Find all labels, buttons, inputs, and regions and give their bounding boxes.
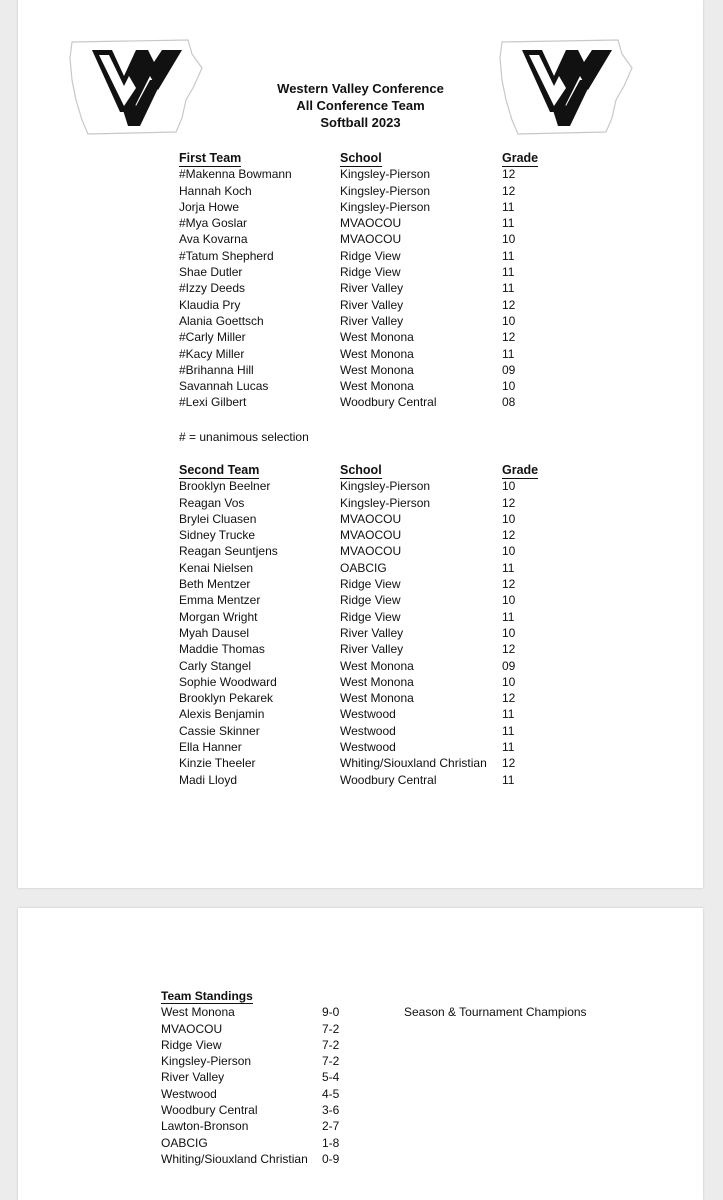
standing-record: 9-0	[322, 1005, 340, 1020]
standing-note: Season & Tournament Champions	[404, 1005, 587, 1020]
first-team-heading: First Team	[179, 150, 241, 167]
player-school: MVAOCOU	[340, 232, 402, 247]
first-team-row	[179, 394, 562, 410]
standing-note	[404, 1069, 624, 1085]
second-team-row	[179, 641, 562, 657]
player-name: #Izzy Deeds	[179, 281, 246, 296]
player-grade: 12	[502, 183, 516, 198]
first-team-row	[179, 346, 562, 362]
player-grade: 10	[502, 313, 516, 328]
player-name: Cassie Skinner	[179, 723, 260, 738]
standing-team: Woodbury Central	[161, 1103, 258, 1118]
standing-note	[404, 1021, 624, 1037]
first-team-row	[179, 166, 562, 182]
player-grade: 09	[502, 362, 516, 377]
standing-record: 0-9	[322, 1151, 340, 1166]
grade-heading: Grade	[502, 150, 538, 167]
player-grade: 11	[502, 723, 515, 738]
standing-team: Westwood	[161, 1086, 217, 1101]
second-team-row	[179, 527, 562, 543]
player-school: West Monona	[340, 330, 414, 345]
second-team-row	[179, 576, 562, 592]
player-name: #Mya Goslar	[179, 216, 248, 231]
player-school: River Valley	[340, 642, 404, 657]
player-grade: 11	[502, 560, 515, 575]
grade-heading: Grade	[502, 462, 538, 479]
player-grade: 11	[502, 740, 515, 755]
player-grade: 09	[502, 658, 516, 673]
first-team-row	[179, 264, 562, 280]
player-name: Jorja Howe	[179, 199, 240, 214]
standings-row	[161, 1118, 624, 1134]
player-name: Brylei Cluasen	[179, 511, 257, 526]
player-school: MVAOCOU	[340, 528, 402, 543]
player-grade: 12	[502, 330, 516, 345]
second-team-row	[179, 625, 562, 641]
player-school: Westwood	[340, 740, 396, 755]
second-team-row	[179, 478, 562, 494]
standing-team: West Monona	[161, 1005, 235, 1020]
player-grade: 11	[502, 609, 515, 624]
player-name: Carly Stangel	[179, 658, 252, 673]
player-name: Reagan Vos	[179, 495, 245, 510]
second-team-row	[179, 723, 562, 739]
player-name: #Makenna Bowmann	[179, 167, 292, 182]
player-grade: 11	[502, 216, 515, 231]
standing-note	[404, 1102, 624, 1118]
standing-note	[404, 1086, 624, 1102]
first-team-row	[179, 313, 562, 329]
player-school: West Monona	[340, 379, 414, 394]
player-school: Ridge View	[340, 609, 401, 624]
standings-row	[161, 1151, 624, 1167]
player-grade: 11	[502, 772, 515, 787]
player-grade: 10	[502, 479, 516, 494]
standing-record: 4-5	[322, 1086, 340, 1101]
player-grade: 11	[502, 265, 515, 280]
player-grade: 10	[502, 593, 516, 608]
standing-team: River Valley	[161, 1070, 225, 1085]
second-team-header	[179, 462, 562, 478]
player-grade: 10	[502, 625, 516, 640]
player-name: Reagan Seuntjens	[179, 544, 278, 559]
standings-row	[161, 1037, 624, 1053]
player-grade: 10	[502, 511, 516, 526]
school-heading: School	[340, 150, 382, 167]
player-name: Kinzie Theeler	[179, 756, 256, 771]
document-title	[18, 80, 703, 131]
season-title: Softball 2023	[320, 115, 401, 130]
player-grade: 10	[502, 232, 516, 247]
first-team-row	[179, 329, 562, 345]
player-school: Kingsley-Pierson	[340, 199, 431, 214]
player-name: Ella Hanner	[179, 740, 242, 755]
standing-team: Lawton-Bronson	[161, 1119, 249, 1134]
player-school: Whiting/Siouxland Christian	[340, 756, 487, 771]
standing-record: 7-2	[322, 1037, 340, 1052]
standings-row	[161, 1135, 624, 1151]
player-name: Emma Mentzer	[179, 593, 261, 608]
standings-row	[161, 1004, 624, 1020]
standing-note	[404, 1053, 624, 1069]
player-school: MVAOCOU	[340, 216, 402, 231]
standing-record: 7-2	[322, 1054, 340, 1069]
player-name: Sidney Trucke	[179, 528, 256, 543]
standings-row	[161, 1021, 624, 1037]
standing-record: 1-8	[322, 1135, 340, 1150]
first-team-row	[179, 183, 562, 199]
second-team-row	[179, 739, 562, 755]
player-name: #Carly Miller	[179, 330, 246, 345]
player-grade: 12	[502, 528, 516, 543]
player-grade: 12	[502, 756, 516, 771]
conference-name: Western Valley Conference	[277, 81, 444, 96]
player-school: Ridge View	[340, 265, 401, 280]
second-team-row	[179, 560, 562, 576]
player-school: River Valley	[340, 281, 404, 296]
player-grade: 11	[502, 707, 515, 722]
second-team-row	[179, 511, 562, 527]
player-grade: 10	[502, 379, 516, 394]
player-grade: 10	[502, 544, 516, 559]
second-team-row	[179, 658, 562, 674]
player-grade: 12	[502, 642, 516, 657]
player-name: Brooklyn Beelner	[179, 479, 271, 494]
player-grade: 11	[502, 346, 515, 361]
standing-team: Whiting/Siouxland Christian	[161, 1151, 308, 1166]
first-team-row	[179, 362, 562, 378]
standing-note	[404, 1135, 624, 1151]
second-team-row	[179, 772, 562, 788]
second-team-row	[179, 609, 562, 625]
player-grade: 12	[502, 297, 516, 312]
player-school: Kingsley-Pierson	[340, 479, 431, 494]
player-name: Hannah Koch	[179, 183, 252, 198]
player-grade: 12	[502, 577, 516, 592]
player-school: Westwood	[340, 707, 396, 722]
player-name: Alania Goettsch	[179, 313, 264, 328]
first-team-row	[179, 199, 562, 215]
player-name: Ava Kovarna	[179, 232, 248, 247]
second-team-row	[179, 592, 562, 608]
player-grade: 12	[502, 495, 516, 510]
player-name: Madi Lloyd	[179, 772, 238, 787]
unanimous-note: # = unanimous selection	[179, 430, 309, 444]
second-team-heading: Second Team	[179, 462, 259, 479]
player-name: Alexis Benjamin	[179, 707, 265, 722]
standing-note	[404, 1118, 624, 1134]
second-team-row	[179, 543, 562, 559]
first-team-row	[179, 378, 562, 394]
player-grade: 11	[502, 199, 515, 214]
player-grade: 10	[502, 674, 516, 689]
first-team-row	[179, 297, 562, 313]
player-grade: 11	[502, 248, 515, 263]
standing-team: Kingsley-Pierson	[161, 1054, 252, 1069]
player-school: Westwood	[340, 723, 396, 738]
player-grade: 12	[502, 167, 516, 182]
standings-row	[161, 1069, 624, 1085]
player-school: Ridge View	[340, 593, 401, 608]
player-name: #Kacy Miller	[179, 346, 245, 361]
player-name: Beth Mentzer	[179, 577, 251, 592]
player-school: River Valley	[340, 297, 404, 312]
player-school: Kingsley-Pierson	[340, 495, 431, 510]
first-team-row	[179, 248, 562, 264]
player-school: West Monona	[340, 346, 414, 361]
player-name: Morgan Wright	[179, 609, 258, 624]
player-grade: 12	[502, 691, 516, 706]
team-standings	[161, 988, 624, 1167]
player-school: Woodbury Central	[340, 395, 437, 410]
player-name: Kenai Nielsen	[179, 560, 254, 575]
standings-title: Team Standings	[161, 989, 253, 1003]
player-name: Myah Dausel	[179, 625, 250, 640]
player-name: Brooklyn Pekarek	[179, 691, 274, 706]
first-team-header	[179, 150, 562, 166]
player-name: Shae Dutler	[179, 265, 243, 280]
player-name: Klaudia Pry	[179, 297, 241, 312]
player-school: West Monona	[340, 691, 414, 706]
player-school: Woodbury Central	[340, 772, 437, 787]
second-team-row	[179, 706, 562, 722]
school-heading: School	[340, 462, 382, 479]
first-team-table	[179, 150, 562, 411]
team-title: All Conference Team	[296, 98, 425, 113]
standing-record: 5-4	[322, 1070, 340, 1085]
standings-row	[161, 1102, 624, 1118]
first-team-row	[179, 231, 562, 247]
player-name: #Brihanna Hill	[179, 362, 254, 377]
player-name: Maddie Thomas	[179, 642, 265, 657]
standing-team: MVAOCOU	[161, 1021, 223, 1036]
player-school: Kingsley-Pierson	[340, 183, 431, 198]
player-grade: 11	[502, 281, 515, 296]
player-grade: 08	[502, 395, 516, 410]
player-school: Ridge View	[340, 577, 401, 592]
player-school: Ridge View	[340, 248, 401, 263]
standings-row	[161, 1086, 624, 1102]
player-school: West Monona	[340, 362, 414, 377]
first-team-row	[179, 280, 562, 296]
player-school: West Monona	[340, 658, 414, 673]
player-school: OABCIG	[340, 560, 387, 575]
standing-team: Ridge View	[161, 1037, 222, 1052]
standing-team: OABCIG	[161, 1135, 208, 1150]
player-school: West Monona	[340, 674, 414, 689]
player-name: Sophie Woodward	[179, 674, 277, 689]
second-team-row	[179, 755, 562, 771]
standing-record: 7-2	[322, 1021, 340, 1036]
player-name: #Tatum Shepherd	[179, 248, 274, 263]
standing-record: 3-6	[322, 1103, 340, 1118]
second-team-table	[179, 462, 562, 788]
player-name: #Lexi Gilbert	[179, 395, 247, 410]
standing-note	[404, 1151, 624, 1167]
first-team-row	[179, 215, 562, 231]
standing-record: 2-7	[322, 1119, 340, 1134]
player-school: River Valley	[340, 625, 404, 640]
second-team-row	[179, 495, 562, 511]
document-page-1	[18, 0, 703, 888]
second-team-row	[179, 690, 562, 706]
player-school: Kingsley-Pierson	[340, 167, 431, 182]
player-school: MVAOCOU	[340, 511, 402, 526]
player-school: River Valley	[340, 313, 404, 328]
standings-row	[161, 1053, 624, 1069]
second-team-row	[179, 674, 562, 690]
standing-note	[404, 1037, 624, 1053]
player-school: MVAOCOU	[340, 544, 402, 559]
player-name: Savannah Lucas	[179, 379, 269, 394]
